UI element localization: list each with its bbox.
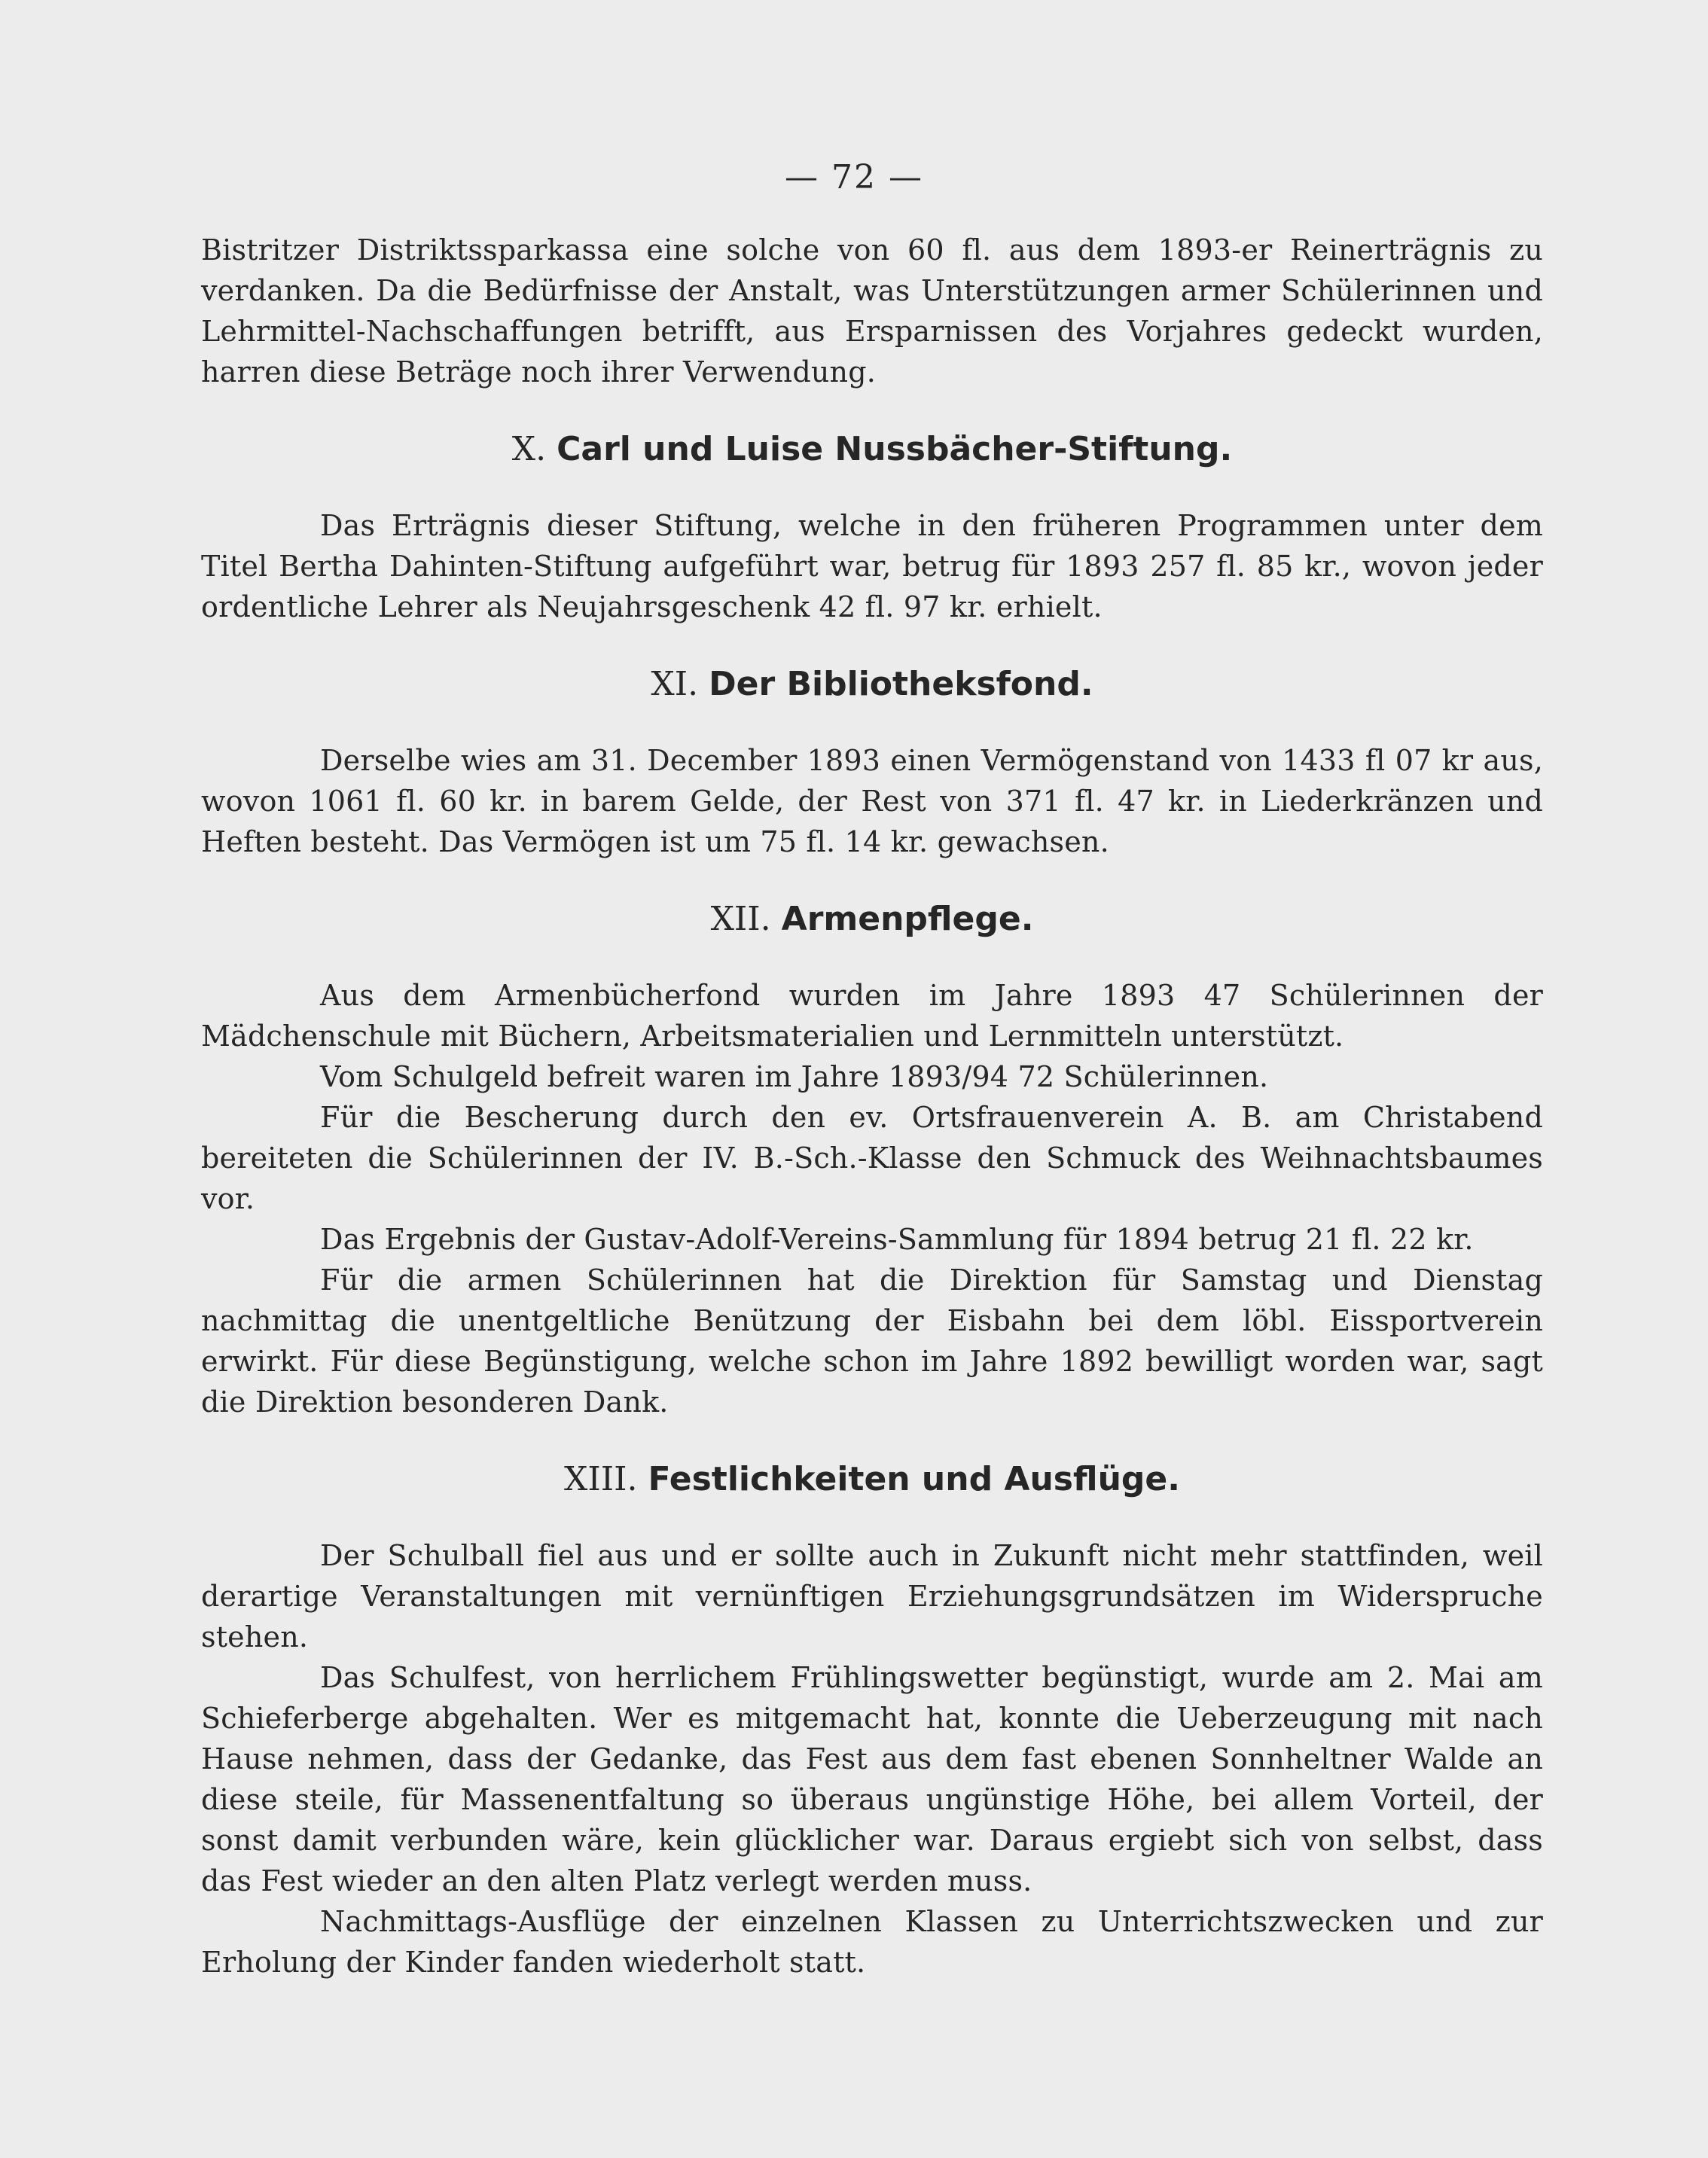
section-title: Armenpflege. — [781, 900, 1034, 938]
section-number: X. — [511, 430, 547, 468]
section-title: Carl und Luise Nussbächer-Stiftung. — [557, 430, 1233, 468]
section-paragraph: Der Schulball fiel aus und er sollte auch in Zukunft nicht mehr stattfinden, weil derartige Veranstaltungen mit vernünftigen Erziehungsgrundsätzen im Widerspruche stehen. — [201, 1539, 1543, 1654]
section-title: Der Bibliotheksfond. — [709, 665, 1093, 703]
intro-paragraph: Bistritzer Distriktssparkassa eine solche von 60 fl. aus dem 1893-er Reinerträgnis zu verdanken. Da die Bedürfnisse der Anstalt, was Unterstützungen armer Schülerinnen und Lehrmittel-Nachschaffungen betrifft, aus Ersparnissen des Vorjahres gedeckt wurden, harren diese Beträge noch ihrer Verwendung. — [201, 233, 1543, 389]
section-paragraph: Derselbe wies am 31. December 1893 einen Vermögenstand von 1433 fl 07 kr aus, wovon 1061 fl. 60 kr. in barem Gelde, der Rest von 371 fl. 47 kr. in Liederkränzen und Heften besteht. Das Vermögen ist um 75 fl. 14 kr. gewachsen. — [201, 744, 1543, 858]
section-number: XI. — [651, 665, 699, 703]
section-paragraph: Das Ergebnis der Gustav-Adolf-Vereins-Sammlung für 1894 betrug 21 fl. 22 kr. — [320, 1223, 1474, 1256]
section-number: XII. — [710, 900, 771, 938]
section-xiii — [201, 1457, 1543, 1983]
section-paragraph: Nachmittags-Ausflüge der einzelnen Klassen zu Unterrichtszwecken und zur Erholung der Kinder fanden wiederholt statt. — [201, 1905, 1543, 1979]
section-heading — [201, 662, 1543, 707]
section-heading — [201, 427, 1543, 472]
section-xi — [201, 662, 1543, 862]
section-heading — [201, 1457, 1543, 1502]
section-paragraph: Vom Schulgeld befreit waren im Jahre 1893/94 72 Schülerinnen. — [320, 1060, 1269, 1093]
section-heading — [201, 897, 1543, 942]
section-x — [201, 427, 1543, 627]
section-paragraph: Aus dem Armenbücherfond wurden im Jahre 1893 47 Schülerinnen der Mädchenschule mit Büchern, Arbeitsmaterialien und Lernmitteln unterstützt. — [201, 979, 1543, 1053]
section-xii — [201, 897, 1543, 1422]
intro-block — [201, 230, 1543, 392]
page-number: — 72 — — [785, 158, 923, 197]
section-paragraph: Das Erträgnis dieser Stiftung, welche in den früheren Programmen unter dem Titel Bertha Dahinten-Stiftung aufgeführt war, betrug für 1893 257 fl. 85 kr., wovon jeder ordentliche Lehrer als Neujahrsgeschenk 42 fl. 97 kr. erhielt. — [201, 509, 1543, 623]
section-title: Festlichkeiten und Ausflüge. — [648, 1460, 1180, 1498]
section-paragraph: Für die armen Schülerinnen hat die Direktion für Samstag und Dienstag nachmittag die unentgeltliche Benützung der Eisbahn bei dem löbl. Eissportverein erwirkt. Für diese Begünstigung, welche schon im Jahre 1892 bewilligt worden war, sagt die Direktion besonderen Dank. — [201, 1263, 1543, 1419]
section-number: XIII. — [564, 1460, 638, 1498]
section-paragraph: Für die Bescherung durch den ev. Ortsfrauenverein A. B. am Christabend bereiteten die Schülerinnen der IV. B.-Sch.-Klasse den Schmuck des Weihnachtsbaumes vor. — [201, 1101, 1543, 1215]
page-content — [201, 230, 1543, 1983]
section-paragraph: Das Schulfest, von herrlichem Frühlingswetter begünstigt, wurde am 2. Mai am Schieferberge abgehalten. Wer es mitgemacht hat, konnte die Ueberzeugung mit nach Hause nehmen, dass der Gedanke, das Fest aus dem fast ebenen Sonnheltner Walde an diese steile, für Massenentfaltung so überaus ungünstige Höhe, bei allem Vorteil, der sonst damit verbunden wäre, kein glücklicher war. Daraus ergiebt sich von selbst, dass das Fest wieder an den alten Platz verlegt werden muss. — [201, 1661, 1543, 1897]
